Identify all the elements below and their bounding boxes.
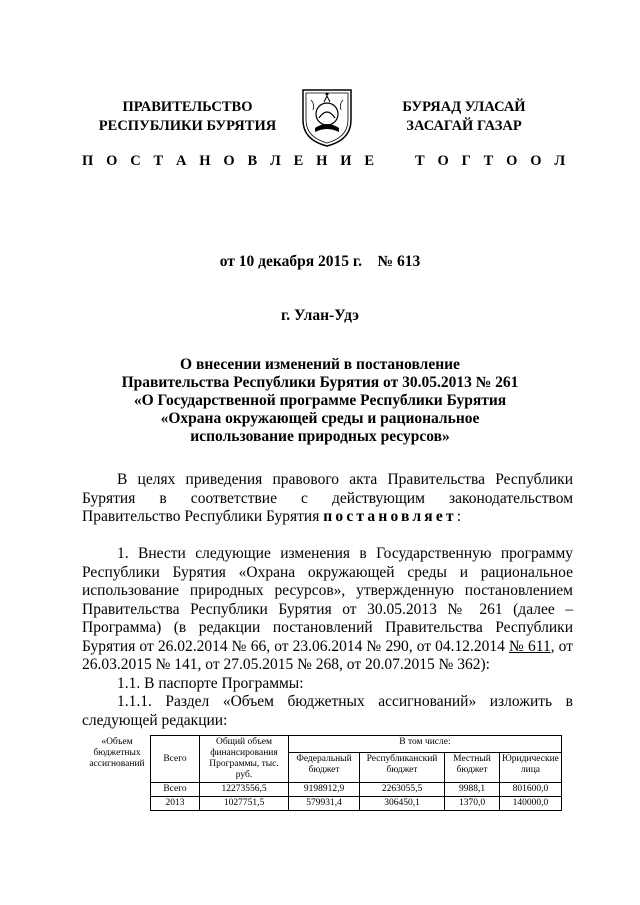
intro-tail: : <box>456 508 462 525</box>
col-header-including: В том числе: <box>289 736 562 753</box>
title-line: «Охрана окружающей среды и рациональное <box>160 410 480 427</box>
row-local: 1370,0 <box>445 797 500 811</box>
gov-name-ru-line1: ПРАВИТЕЛЬСТВО <box>122 99 253 115</box>
item-1-paragraph <box>82 545 573 730</box>
document-date-number: от 10 декабря 2015 г. № 613 <box>219 253 421 270</box>
coat-of-arms-emblem <box>297 84 357 148</box>
title-line: «О Государственной программе Республики Бурятия <box>133 392 507 409</box>
row-federal: 9198912,9 <box>289 783 360 797</box>
row-republic: 306450,1 <box>360 797 445 811</box>
col-header-local: Местный бюджет <box>445 752 500 782</box>
decree-word: постановляет <box>323 508 457 525</box>
row-total: 1027751,5 <box>200 797 289 811</box>
row-year: 2013 <box>151 797 200 811</box>
intro-text: В целях приведения правового акта Правительства Республики Бурятия в соответствие с действующим законодательством Правительство Республики Бурятия <box>82 471 573 525</box>
col-header-republic: Республиканский бюджет <box>360 752 445 782</box>
budget-table <box>84 735 562 811</box>
gov-name-bua-line2: ЗАСАГАЙ ГАЗАР <box>406 118 522 134</box>
item1-text-tail: , от 26.03.2015 № 141, от 27.05.2015 № 268, от 20.07.2015 № 362): <box>82 637 573 673</box>
gov-name-bua-line1: БУРЯАД УЛАСАЙ <box>402 99 526 115</box>
table-label: «Объем бюджетных ассигнований <box>84 736 151 811</box>
col-header-year: Всего <box>151 736 200 783</box>
document-city: г. Улан-Удэ <box>280 307 359 324</box>
col-header-financing: Общий объем финансирования Программы, тыс. руб. <box>200 736 289 783</box>
row-federal: 579931,4 <box>289 797 360 811</box>
row-total: 12273556,5 <box>200 783 289 797</box>
row-year: Всего <box>151 783 200 797</box>
gov-name-ru-line2: РЕСПУБЛИКИ БУРЯТИЯ <box>98 118 277 134</box>
table-row <box>84 797 561 811</box>
title-line: использование природных ресурсов» <box>190 428 450 445</box>
row-local: 9988,1 <box>445 783 500 797</box>
item1-underlined-ref: № 611 <box>508 637 551 655</box>
doc-type-bua: Т О Г Т О О Л <box>415 153 570 169</box>
intro-paragraph <box>82 471 573 527</box>
document-title <box>95 356 545 446</box>
item-1-1-1: 1.1.1. Раздел «Объем бюджетных ассигнований» изложить в следующей редакции: <box>82 693 573 729</box>
item-1-1: 1.1. В паспорте Программы: <box>117 674 304 692</box>
col-header-federal: Федеральный бюджет <box>289 752 360 782</box>
table-row <box>84 783 561 797</box>
doc-type-ru: П О С Т А Н О В Л Е Н И Е <box>82 153 379 169</box>
title-line: О внесении изменений в постановление <box>180 356 460 373</box>
item1-text: 1. Внести следующие изменения в Государственную программу Республики Бурятия «Охрана окружающей среды и рациональное использование природных ресурсов», утвержденную постановлением Правительства Республики Бурятия от 30.05.2013 № 261 (далее – Программа) (в редакции постановлений Правительства Республики Бурятия от 26.02.2014 № 66, от 23.06.2014 № 290, от 04.12.2014 <box>82 545 573 655</box>
col-header-legal: Юридические лица <box>500 752 562 782</box>
title-line: Правительства Республики Бурятия от 30.05.2013 № 261 <box>121 374 519 391</box>
row-republic: 2263055,5 <box>360 783 445 797</box>
row-legal: 801600,0 <box>500 783 562 797</box>
row-legal: 140000,0 <box>500 797 562 811</box>
